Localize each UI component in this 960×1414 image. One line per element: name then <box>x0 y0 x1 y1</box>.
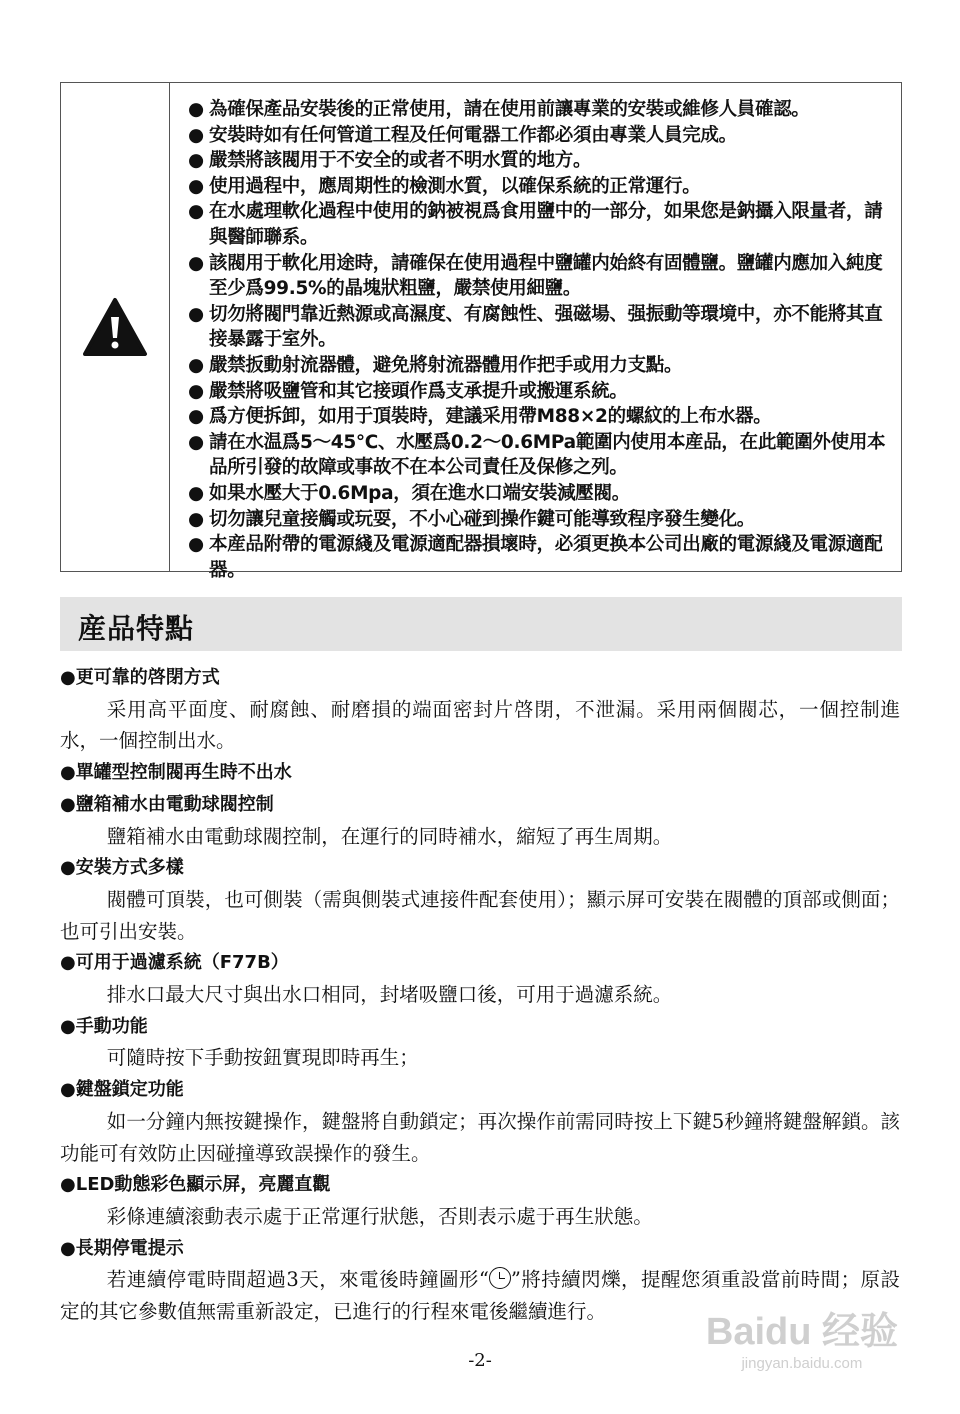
feature-title: ● 鹽箱補水由電動球閥控制 <box>60 789 900 821</box>
feature-title: ● LED動態彩色顯示屏，亮麗直觀 <box>60 1169 900 1201</box>
warning-item: ● 切勿將閥門靠近熱源或高濕度、有腐蝕性、强磁場、强振動等環境中，亦不能將其直接暴露于室外。 <box>188 302 898 353</box>
feature-body: 如一分鐘内無按鍵操作，鍵盤將自動鎖定；再次操作前需同時按上下鍵5秒鐘將鍵盤解鎖。該功能可有效防止因碰撞導致誤操作的發生。 <box>60 1109 900 1165</box>
feature-body-part: ”將持續閃爍，提醒您須重設當前時間；原設定的其它參數值無需重新設定，已進行的行程來電後繼續進行。 <box>60 1268 900 1324</box>
feature-body: 排水口最大尺寸與出水口相同，封堵吸鹽口後，可用于過濾系統。 <box>106 983 673 1007</box>
section-title: 産品特點 <box>78 612 195 645</box>
warning-item: ● 如果水壓大于0.6Mpa，須在進水口端安裝減壓閥。 <box>188 481 898 507</box>
feature-body: 鹽箱補水由電動球閥控制，在運行的同時補水，縮短了再生周期。 <box>106 824 673 848</box>
feature-body-part: 若連續停電時間超過3天，來電後時鐘圖形“ <box>106 1268 489 1292</box>
warning-item: ● 為確保產品安裝後的正常使用，請在使用前讓專業的安裝或維修人員確認。 <box>188 97 898 123</box>
clock-icon <box>489 1267 511 1289</box>
feature-title: ● 可用于過濾系統（F77B） <box>60 947 900 979</box>
feature-title: ● 長期停電提示 <box>60 1233 900 1265</box>
section-heading <box>60 597 902 651</box>
warning-item: ● 嚴禁扳動射流器體，避免將射流器體用作把手或用力支點。 <box>188 353 898 379</box>
warning-item: ● 爲方便拆卸，如用于頂裝時，建議采用帶M88×2的螺紋的上布水器。 <box>188 404 898 430</box>
feature-title: ● 更可靠的啓閉方式 <box>60 662 900 694</box>
warning-item: ● 在水處理軟化過程中使用的鈉被視爲食用鹽中的一部分，如果您是鈉攝入限量者，請與醫師聯系。 <box>188 199 898 250</box>
warning-item: ● 該閥用于軟化用途時，請確保在使用過程中鹽罐内始終有固體鹽。鹽罐内應加入純度至少爲99.5%的晶塊狀粗鹽，嚴禁使用細鹽。 <box>188 251 898 302</box>
warning-icon-column <box>61 83 170 571</box>
warning-list <box>170 83 898 581</box>
feature-body: 彩條連續滚動表示處于正常運行狀態，否則表示處于再生狀態。 <box>106 1204 653 1228</box>
warning-box <box>60 82 902 581</box>
feature-title: ● 安裝方式多樣 <box>60 852 900 884</box>
watermark-url: jingyan.baidu.com <box>741 1355 863 1372</box>
feature-title: ● 鍵盤鎖定功能 <box>60 1074 900 1106</box>
page-number: -2- <box>468 1350 492 1371</box>
warning-item: ● 本産品附帶的電源綫及電源適配器損壞時，必須更换本公司出廠的電源綫及電源適配器。 <box>188 532 898 583</box>
warning-item: ● 切勿讓兒童接觸或玩耍，不小心碰到操作鍵可能導致程序發生變化。 <box>188 507 898 533</box>
warning-item: ● 安裝時如有任何管道工程及任何電器工作都必須由專業人員完成。 <box>188 123 898 149</box>
warning-triangle-icon <box>82 297 148 357</box>
feature-list <box>60 662 900 1328</box>
warning-item: ● 請在水温爲5～45℃、水壓爲0.2～0.6MPa範圍内使用本産品，在此範圍外使用本品所引發的故障或事故不在本公司責任及保修之列。 <box>188 430 898 481</box>
warning-item: ● 嚴禁將吸鹽管和其它接頭作爲支承提升或搬運系統。 <box>188 379 898 405</box>
feature-body: 采用高平面度、耐腐蝕、耐磨損的端面密封片啓閉，不泄漏。采用兩個閥芯，一個控制進水，一個控制出水。 <box>60 697 900 753</box>
warning-item: ● 使用過程中，應周期性的檢測水質，以確保系統的正常運行。 <box>188 174 898 200</box>
warning-item: ● 嚴禁將該閥用于不安全的或者不明水質的地方。 <box>188 148 898 174</box>
feature-body: 可隨時按下手動按鈕實現即時再生； <box>106 1046 419 1070</box>
feature-body: 閥體可頂裝，也可側裝（需與側裝式連接件配套使用）；顯示屏可安裝在閥體的頂部或側面；也可引出安裝。 <box>60 887 900 943</box>
watermark-logo: Baidu 经验 <box>705 1311 898 1353</box>
feature-title: ● 手動功能 <box>60 1011 900 1043</box>
feature-title: ● 單罐型控制閥再生時不出水 <box>60 757 900 789</box>
